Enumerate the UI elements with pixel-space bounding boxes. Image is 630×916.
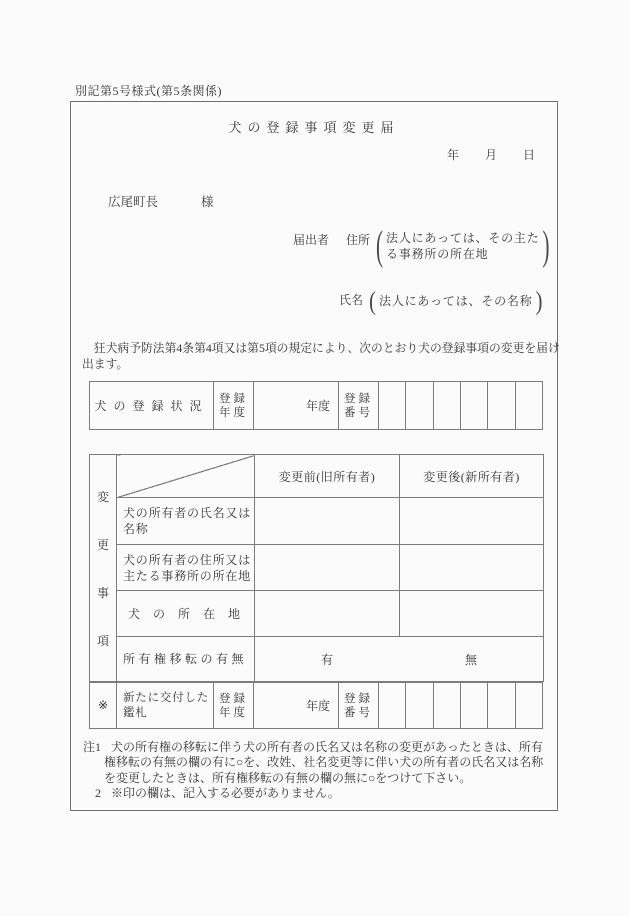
dog-location-before-cell <box>255 591 400 637</box>
recipient-name: 広尾町長 <box>108 195 159 209</box>
new-tag-label-line2: 鑑札 <box>123 706 148 719</box>
side-label-char: 更 <box>96 537 109 552</box>
notes-section <box>83 740 553 802</box>
year-value-cell: 年度 <box>254 382 339 430</box>
reg-year-label-line2: 年度 <box>219 406 248 419</box>
side-label-char: 変 <box>96 489 109 504</box>
owner-name-after-cell <box>400 498 544 545</box>
col-header-after: 変更後(新所有者) <box>400 455 544 498</box>
right-bracket: ) <box>535 285 543 316</box>
dog-location-label-cell: 犬の所在地 <box>117 591 255 637</box>
owner-address-label-cell: 犬の所有者の住所又は主たる事務所の所在地 <box>117 545 255 591</box>
name-label: 氏名 <box>339 293 364 307</box>
diagonal-header-cell <box>117 455 255 498</box>
blank-entry-cell <box>406 382 433 430</box>
change-items-table <box>89 454 544 682</box>
left-bracket: ( <box>369 285 377 316</box>
form-outer-box <box>70 101 558 811</box>
form-code-label: 別記第5号様式(第5条関係) <box>75 84 222 98</box>
declarant-name-row <box>339 285 543 316</box>
reg-no-label-cell <box>339 683 379 729</box>
blank-entry-cell <box>488 382 515 430</box>
blank-entry-cell <box>379 683 406 729</box>
statement-paragraph: 狂犬病予防法第4条第4項又は第5項の規定により、次のとおり犬の登録事項の変更を届け出ます。 <box>82 341 560 371</box>
recipient-line <box>108 192 214 210</box>
name-note: 法人にあっては、その名称 <box>379 293 533 308</box>
address-note-line2: る事務所の所在地 <box>386 246 489 261</box>
owner-address-before-cell <box>255 545 400 591</box>
reg-year-label-line2: 年度 <box>219 706 248 719</box>
registration-status-table <box>89 381 543 430</box>
note-2-text: ※印の欄は、記入する必要がありません。 <box>111 786 340 801</box>
transfer-label-cell: 所有権移転の有無 <box>117 637 255 682</box>
date-line: 年 月 日 <box>446 148 542 162</box>
note-1 <box>83 740 553 786</box>
new-tag-row-table <box>89 682 543 729</box>
owner-name-label-cell: 犬の所有者の氏名又は名称 <box>117 498 255 545</box>
blank-entry-cell <box>488 683 515 729</box>
form-title: 犬の登録事項変更届 <box>228 120 400 135</box>
reference-mark-cell: ※ <box>90 683 117 729</box>
blank-entry-cell <box>433 683 460 729</box>
col-header-before: 変更前(旧所有者) <box>255 455 400 498</box>
address-note-bracket <box>376 222 550 269</box>
blank-entry-cell <box>379 382 406 430</box>
honorific-label: 様 <box>201 195 214 209</box>
reg-year-label-line1: 登録 <box>219 692 248 705</box>
reg-year-label-cell <box>214 382 254 430</box>
reg-no-label-line1: 登録 <box>344 392 373 405</box>
blank-entry-cell <box>515 683 542 729</box>
reg-no-label-line2: 番号 <box>344 406 373 419</box>
address-label: 住所 <box>346 233 371 247</box>
name-note-bracket <box>369 285 543 316</box>
declarant-label: 届出者 <box>293 233 330 247</box>
side-label-char: 項 <box>96 633 109 648</box>
reg-no-label-line1: 登録 <box>344 692 373 705</box>
reg-year-label-cell <box>214 683 254 729</box>
address-note-line1: 法人にあっては、その主た <box>386 231 540 245</box>
transfer-yes-option: 有 <box>320 652 333 667</box>
blank-entry-cell <box>433 382 460 430</box>
owner-name-before-cell <box>255 498 400 545</box>
blank-entry-cell <box>460 683 487 729</box>
note-1-text: 犬の所有権の移転に伴う犬の所有者の氏名又は名称の変更があったときは、所有権移転の有無の欄の有に○を、改姓、社名変更等に伴い犬の所有者の氏名又は名称を変更したときは、所有権移転の有無の欄の無に○をつけて下さい。 <box>104 740 544 785</box>
left-bracket: ( <box>376 222 384 269</box>
address-note <box>383 231 542 262</box>
registration-status-label-cell: 犬の登録状況 <box>90 382 214 430</box>
reg-year-label-line1: 登録 <box>219 392 248 405</box>
year-value-cell: 年度 <box>254 683 339 729</box>
new-tag-label-line1: 新たに交付した <box>123 691 210 704</box>
note-2-marker: 2 <box>95 786 101 801</box>
reg-no-label-line2: 番号 <box>344 706 373 719</box>
change-items-side-label-cell <box>90 455 117 682</box>
blank-entry-cell <box>460 382 487 430</box>
owner-address-after-cell <box>400 545 544 591</box>
blank-entry-cell <box>406 683 433 729</box>
reg-no-label-cell <box>339 382 379 430</box>
right-bracket: ) <box>542 222 550 269</box>
transfer-no-option: 無 <box>464 652 477 667</box>
new-tag-label-cell <box>117 683 214 729</box>
declarant-address-row <box>293 222 550 269</box>
note-1-marker: 注1 <box>83 740 102 754</box>
note-2 <box>83 786 553 801</box>
side-label-char: 事 <box>96 585 109 600</box>
dog-location-after-cell <box>400 591 544 637</box>
blank-entry-cell <box>515 382 542 430</box>
transfer-options-cell <box>255 637 544 682</box>
